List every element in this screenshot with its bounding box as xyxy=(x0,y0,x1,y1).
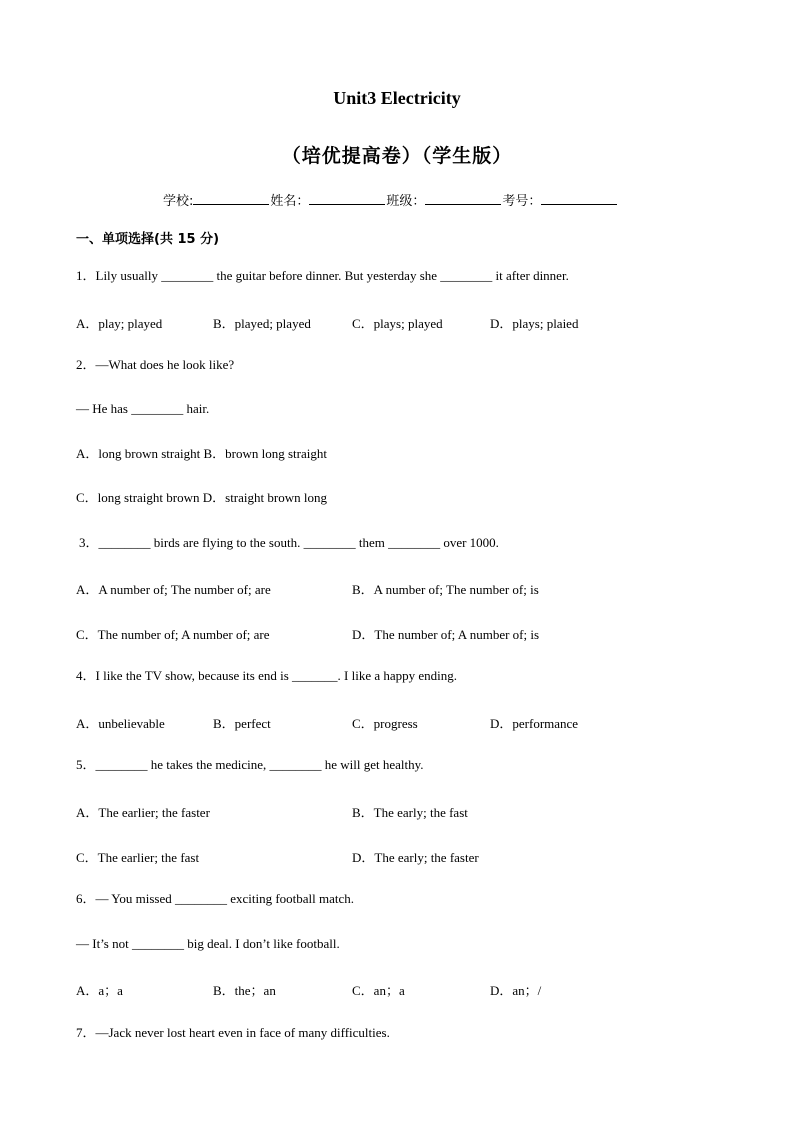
question-7-stem: 7．—Jack never lost heart even in face of many difficulties. xyxy=(76,1025,390,1040)
number-label: 考号： xyxy=(502,194,542,209)
question-1-option-a[interactable]: A．play; played xyxy=(76,316,163,331)
question-2-options-cd[interactable]: C．long straight brown D．straight brown long xyxy=(76,490,327,505)
question-3-option-c[interactable]: C．The number of; A number of; are xyxy=(76,627,270,642)
question-3-stem: 3．________ birds are flying to the south. ________ them ________ over 1000. xyxy=(79,535,499,550)
question-5-option-a[interactable]: A．The earlier; the faster xyxy=(76,805,210,820)
class-blank[interactable] xyxy=(425,192,501,205)
question-6-option-c[interactable]: C．an；a xyxy=(352,983,405,998)
class-label: 班级： xyxy=(386,194,426,209)
question-4-option-c[interactable]: C．progress xyxy=(352,716,418,731)
question-1-option-c[interactable]: C．plays; played xyxy=(352,316,443,331)
question-1-option-b[interactable]: B．played; played xyxy=(213,316,311,331)
question-6-option-d[interactable]: D．an；/ xyxy=(490,983,542,998)
question-6-option-b[interactable]: B．the；an xyxy=(213,983,276,998)
question-2-stem: 2．—What does he look like? xyxy=(76,357,235,372)
question-5-option-d[interactable]: D．The early; the faster xyxy=(352,850,479,865)
name-label: 姓名： xyxy=(270,194,310,209)
question-3-option-b[interactable]: B．A number of; The number of; is xyxy=(352,582,539,597)
question-3-option-d[interactable]: D．The number of; A number of; is xyxy=(352,627,540,642)
question-3-option-a[interactable]: A．A number of; The number of; are xyxy=(76,582,271,597)
student-info-line xyxy=(163,190,618,209)
school-blank[interactable] xyxy=(193,192,269,205)
question-6-option-a[interactable]: A．a；a xyxy=(76,983,123,998)
question-1-option-d[interactable]: D．plays; plaied xyxy=(490,316,579,331)
name-blank[interactable] xyxy=(309,192,385,205)
question-5-option-b[interactable]: B．The early; the fast xyxy=(352,805,468,820)
question-5-stem: 5．________ he takes the medicine, ________ he will get healthy. xyxy=(76,757,424,772)
question-6-stem-line2: — It’s not ________ big deal. I don’t like football. xyxy=(76,936,340,951)
question-1-stem: 1．Lily usually ________ the guitar before dinner. But yesterday she ________ it after dinner. xyxy=(76,268,569,283)
question-2-options-ab[interactable]: A．long brown straight B．brown long straight xyxy=(76,446,327,461)
page-title: Unit3 Electricity xyxy=(333,88,461,108)
page-subtitle: （培优提高卷）（学生版） xyxy=(281,145,513,167)
number-blank[interactable] xyxy=(541,192,617,205)
question-2-stem-line2: — He has ________ hair. xyxy=(76,401,210,416)
question-4-option-b[interactable]: B．perfect xyxy=(213,716,271,731)
section-heading: 一、单项选择(共 15 分) xyxy=(76,232,220,247)
question-5-option-c[interactable]: C．The earlier; the fast xyxy=(76,850,200,865)
question-6-stem: 6．— You missed ________ exciting football match. xyxy=(76,891,355,906)
question-4-option-d[interactable]: D．performance xyxy=(490,716,579,731)
question-4-stem: 4．I like the TV show, because its end is _______. I like a happy ending. xyxy=(76,668,458,683)
school-label: 学校: xyxy=(163,194,194,209)
question-4-option-a[interactable]: A．unbelievable xyxy=(76,716,165,731)
